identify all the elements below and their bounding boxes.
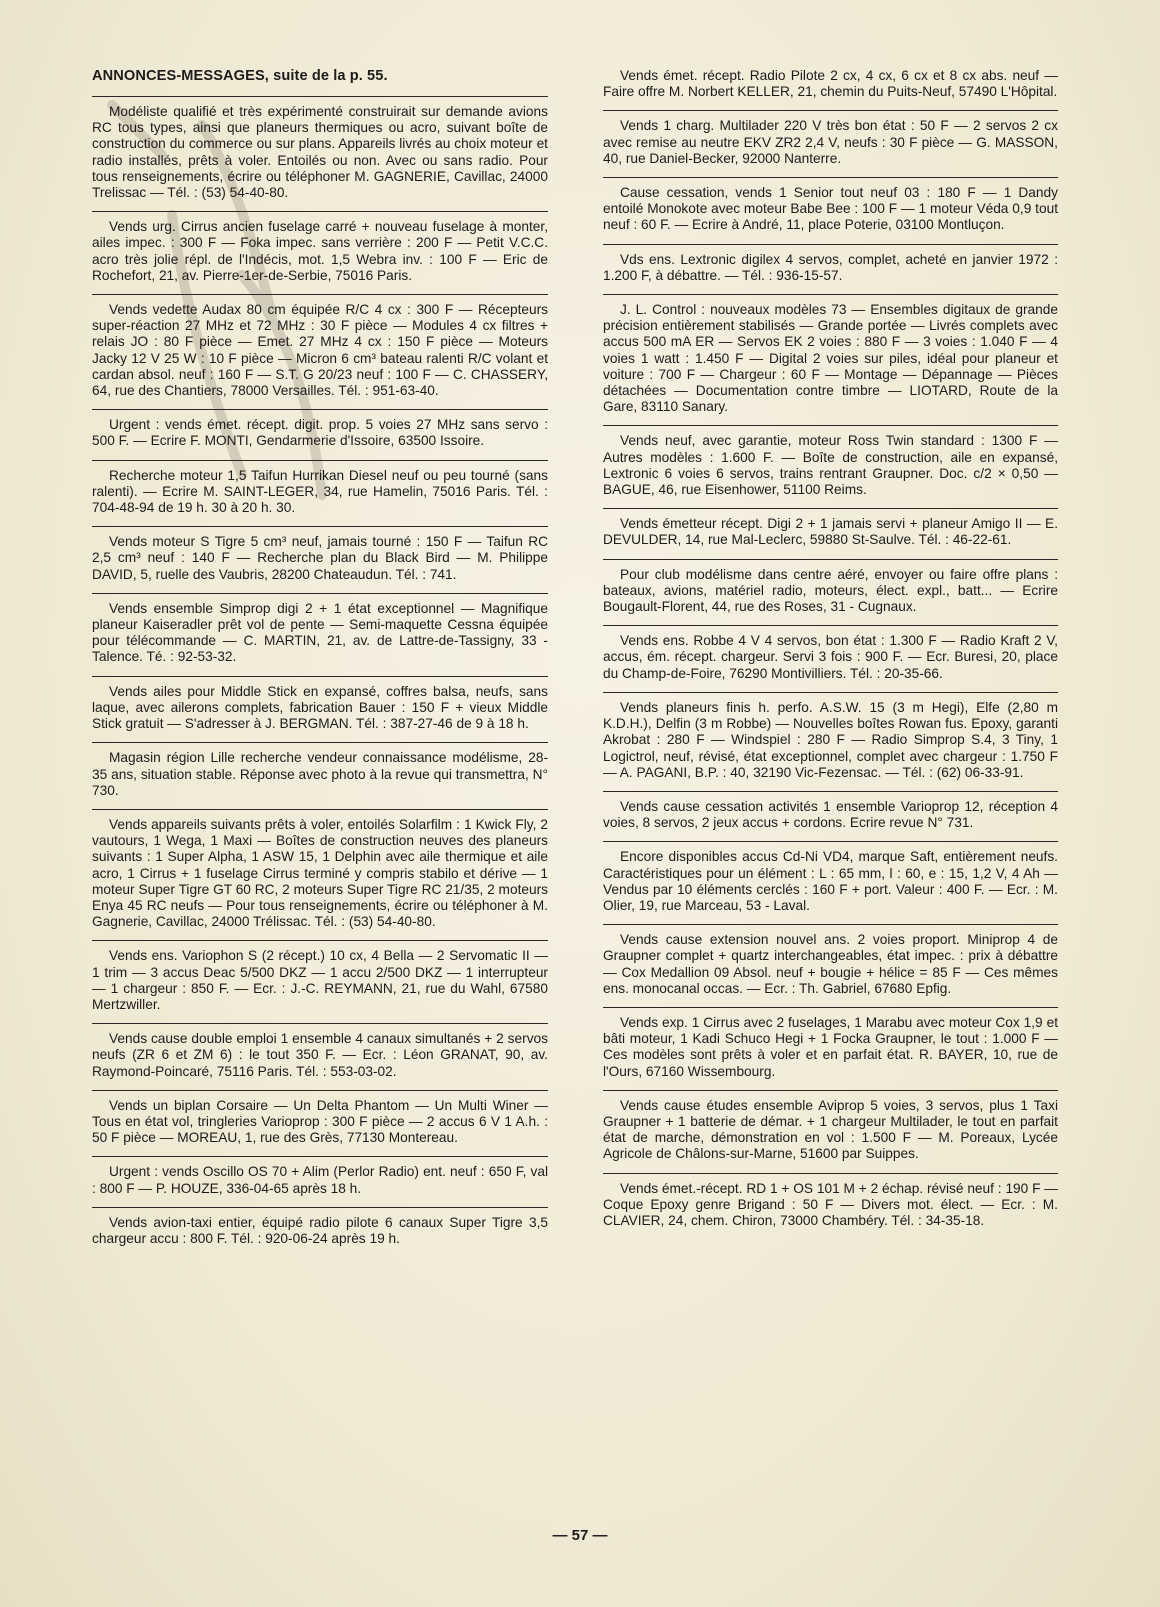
classified-ad: Cause cessation, vends 1 Senior tout neuf 03 : 180 F — 1 Dandy entoilé Monokote avec moteur Babe Bee : 100 F — 1 moteur Véda 0,9 tout neuf : 60 F. — Ecrire à André, 11, place Poterie, 03100 Montluçon. <box>603 177 1058 244</box>
classified-ad: Vends cause cessation activités 1 ensemble Varioprop 12, réception 4 voies, 8 servos, 2 jeux accus + cordons. Ecrire revue N° 731. <box>603 791 1058 841</box>
classified-ad: Vends ailes pour Middle Stick en expansé, coffres balsa, neufs, sans laque, avec ailerons complets, fabrication Bauer : 150 F + vieux Middle Stick gratuit — S'adresser à J. BERGMAN. Tél. : 387-27-46 de 9 à 18 h. <box>92 676 548 743</box>
classified-ad: Vends 1 charg. Multilader 220 V très bon état : 50 F — 2 servos 2 cx avec remise au neutre EKV ZR2 2,4 V, neufs : 30 F pièce — G. MASSON, 40, rue Daniel-Becker, 92000 Nanterre. <box>603 110 1058 177</box>
classified-ad: Vends exp. 1 Cirrus avec 2 fuselages, 1 Marabu avec moteur Cox 1,9 et bâti moteur, 1 Kadi Schuco Hegi + 1 Focka Graupner, le tout : 1.000 F — Ces modèles sont prêts à voler et en parfait état. R. BAYER, 10, rue de l'Ours, 67160 Wissembourg. <box>603 1007 1058 1090</box>
classified-ad: Vends ens. Variophon S (2 récept.) 10 cx, 4 Bella — 2 Servomatic II — 1 trim — 3 accus Deac 5/500 DKZ — 1 accu 2/500 DKZ — 1 interrupteur — 1 chargeur : 850 F. — Ecr. : J.-C. REYMANN, 21, rue du Wahl, 67580 Mertzwiller. <box>92 940 548 1023</box>
classified-ad: Encore disponibles accus Cd-Ni VD4, marque Saft, entièrement neufs. Caractéristiques pour un élément : L : 65 mm, l : 60, e : 15, 1,2 V, 4 Ah — Vendus par 10 éléments cerclés : 160 F + port. Valeur : 400 F. — Ecr. : M. Olier, 19, rue Marceau, 53 - Laval. <box>603 841 1058 924</box>
classified-ad: Vends émet.-récept. RD 1 + OS 101 M + 2 échap. révisé neuf : 190 F — Coque Epoxy genre Brigand : 50 F — Divers mot. élect. — Ecr. : M. CLAVIER, 24, chem. Chiron, 73000 Chambéry. Tél. : 34-35-18. <box>603 1173 1058 1240</box>
classified-ad: J. L. Control : nouveaux modèles 73 — Ensembles digitaux de grande précision entièrement stabilisés — Grande portée — Livrés complets avec accus 500 mA ER — Servos EK 2 voies : 880 F — 3 voies : 1.040 F — 4 voies 1 watt : 1.450 F — Digital 2 voies sur piles, idéal pour planeur et voiture : 700 F — Chargeur : 60 F — Montage — Dépannage — Pièces détachées — Documentation contre timbre — LIOTARD, Route de la Gare, 83110 Sanary. <box>603 294 1058 425</box>
classified-ad: Vends émet. récept. Radio Pilote 2 cx, 4 cx, 6 cx et 8 cx abs. neuf — Faire offre M. Norbert KELLER, 21, chemin du Puits-Neuf, 57490 L'Hôpital. <box>603 68 1058 100</box>
classified-ad: Vends émetteur récept. Digi 2 + 1 jamais servi + planeur Amigo II — E. DEVULDER, 14, rue Mal-Leclerc, 59880 St-Saulve. Tél. : 46-22-61. <box>603 508 1058 558</box>
classified-ad: Vends ensemble Simprop digi 2 + 1 état exceptionnel — Magnifique planeur Kaiseradler prêt vol de pente — Semi-maquette Cessna équipée pour télécommande — C. MARTIN, 21, av. de Lattre-de-Tassigny, 33 - Talence. Té. : 92-53-32. <box>92 593 548 676</box>
classified-ad: Vends ens. Robbe 4 V 4 servos, bon état : 1.300 F — Radio Kraft 2 V, accus, ém. récept. chargeur. Servi 3 fois : 900 F. — Ecr. Buresi, 20, place du Champ-de-Foire, 76290 Montivilliers. Tél. : 20-35-66. <box>603 625 1058 692</box>
classified-ad: Urgent : vends Oscillo OS 70 + Alim (Perlor Radio) ent. neuf : 650 F, val : 800 F — P. HOUZE, 336-04-65 après 18 h. <box>92 1156 548 1206</box>
classified-ad: Vends vedette Audax 80 cm équipée R/C 4 cx : 300 F — Récepteurs super-réaction 27 MHz et 72 MHz : 30 F pièce — Modules 4 cx filtres + relais JO : 80 F pièce — Emet. 27 MHz 4 cx : 150 F pièce — Moteurs Jacky 12 V 25 W : 10 F pièce — Micron 6 cm³ bateau ralenti R/C volant et cardan absol. neuf : 160 F — S.T. G 20/23 neuf : 100 F — C. CHASSERY, 64, rue des Chantiers, 78000 Versailles. Tél. : 951-63-40. <box>92 294 548 409</box>
right-column <box>603 68 1058 1239</box>
classified-ad: Magasin région Lille recherche vendeur connaissance modélisme, 28-35 ans, situation stable. Réponse avec photo à la revue qui transmettra, N° 730. <box>92 742 548 809</box>
classified-ad: Vends avion-taxi entier, équipé radio pilote 6 canaux Super Tigre 3,5 chargeur accu : 800 F. Tél. : 920-06-24 après 19 h. <box>92 1207 548 1257</box>
classified-ad: Vends urg. Cirrus ancien fuselage carré + nouveau fuselage à monter, ailes impec. : 300 F — Foka impec. sans verrière : 200 F — Petit V.C.C. acro très jolie répl. de l'Indécis, mot. 1,5 Webra inv. : 100 F — Eric de Rochefort, 21, av. Pierre-1er-de-Serbie, 75016 Paris. <box>92 211 548 294</box>
classified-ad: Recherche moteur 1,5 Taifun Hurrikan Diesel neuf ou peu tourné (sans ralenti). — Ecrire M. SAINT-LEGER, 34, rue Hamelin, 75016 Paris. Tél. : 704-48-94 de 19 h. 30 à 20 h. 30. <box>92 460 548 527</box>
classified-ad: Pour club modélisme dans centre aéré, envoyer ou faire offre plans : bateaux, avions, matériel radio, moteurs, élect. expl., batt... — Ecrire Bougault-Florent, 44, rue des Roses, 31 - Cugnaux. <box>603 559 1058 626</box>
classified-ad: Vends un biplan Corsaire — Un Delta Phantom — Un Multi Winer — Tous en état vol, tringleries Varioprop : 300 F pièce — 2 accus 6 V 1 A.h. : 50 F pièce — MOREAU, 1, rue des Grès, 77130 Montereau. <box>92 1090 548 1157</box>
section-heading: ANNONCES-MESSAGES, suite de la p. 55. <box>92 68 388 84</box>
classified-ad: Vends cause extension nouvel ans. 2 voies proport. Miniprop 4 de Graupner complet + quartz interchangeables, état impec. : prix à débattre — Cox Medallion 09 Absol. neuf + bougie + hélice = 85 F — Ces mêmes ens. monocanal occas. — Ecr. : Th. Gabriel, 67680 Epfig. <box>603 924 1058 1007</box>
classified-ad: Vds ens. Lextronic digilex 4 servos, complet, acheté en janvier 1972 : 1.200 F, à débattre. — Tél. : 936-15-57. <box>603 244 1058 294</box>
classified-ad: Vends cause études ensemble Aviprop 5 voies, 3 servos, plus 1 Taxi Graupner + 1 batterie de démar. + 1 chargeur Multilader, le tout en parfait état de marche, démonstration en vol : 1.500 F — M. Poreaux, Lycée Agricole de Châlons-sur-Marne, 51600 par Suippes. <box>603 1090 1058 1173</box>
classified-ad: Vends moteur S Tigre 5 cm³ neuf, jamais tourné : 150 F — Taifun RC 2,5 cm³ neuf : 140 F — Recherche plan du Black Bird — M. Philippe DAVID, 5, ruelle des Vaubris, 28200 Chateaudun. Tél. : 741. <box>92 526 548 593</box>
classified-ad: Urgent : vends émet. récept. digit. prop. 5 voies 27 MHz sans servo : 500 F. — Ecrire F. MONTI, Gendarmerie d'Issoire, 63500 Issoire. <box>92 409 548 459</box>
classified-ad: Vends planeurs finis h. perfo. A.S.W. 15 (3 m Hegi), Elfe (2,80 m K.D.H.), Delfin (3 m Robbe) — Nouvelles boîtes Rowan fus. Epoxy, garanti Akrobat : 280 F — Windspiel : 280 F — Radio Simprop S.4, 3 Tiny, 1 Logictrol, neuf, révisé, état exceptionnel, complet avec chargeur : 1.750 F — A. PAGANI, B.P. : 40, 32190 Vic-Fezensac. — Tél. : (62) 06-33-91. <box>603 692 1058 791</box>
classified-ad: Modéliste qualifié et très expérimenté construirait sur demande avions RC tous types, ainsi que planeurs thermiques ou acro, suivant boîte de construction du commerce ou sur plans. Appareils livrés au choix moteur et radio installés, prêts à voler. Entoilés ou non. Avec ou sans radio. Pour tous renseignements, écrire ou téléphoner M. GAGNERIE, Cavillac, 24000 Trelissac — Tél. : (53) 54-40-80. <box>92 96 548 211</box>
classified-ad: Vends neuf, avec garantie, moteur Ross Twin standard : 1300 F — Autres modèles : 1.600 F. — Boîte de construction, aile en expansé, Lextronic 6 voies 6 servos, trains rentrant Graupner. Doc. c/2 × 0,50 — BAGUE, 46, rue Eisenhower, 51100 Reims. <box>603 425 1058 508</box>
left-column <box>92 68 548 1257</box>
page-number: — 57 — <box>552 1527 608 1544</box>
classified-ad: Vends cause double emploi 1 ensemble 4 canaux simultanés + 2 servos neufs (ZR 6 et ZM 6) : le tout 350 F. — Ecr. : Léon GRANAT, 90, av. Raymond-Poincaré, 75116 Paris. Tél. : 553-03-02. <box>92 1023 548 1090</box>
classified-ad: Vends appareils suivants prêts à voler, entoilés Solarfilm : 1 Kwick Fly, 2 vautours, 1 Wega, 1 Maxi — Boîtes de construction neuves des planeurs suivants : 1 Super Alpha, 1 ASW 15, 1 Delphin avec aile thermique et aile acro, 1 Cirrus + 1 fuselage Cirrus terminé y compris stabilo et dérive — 1 moteur Super Tigre GT 60 RC, 2 moteurs Super Tigre RC 21/35, 2 moteurs Enya 45 RC neufs — Pour tous renseignements, écrire ou téléphoner à M. Gagnerie, Cavillac, 24000 Trélissac. Tél. : (53) 54-40-80. <box>92 809 548 940</box>
